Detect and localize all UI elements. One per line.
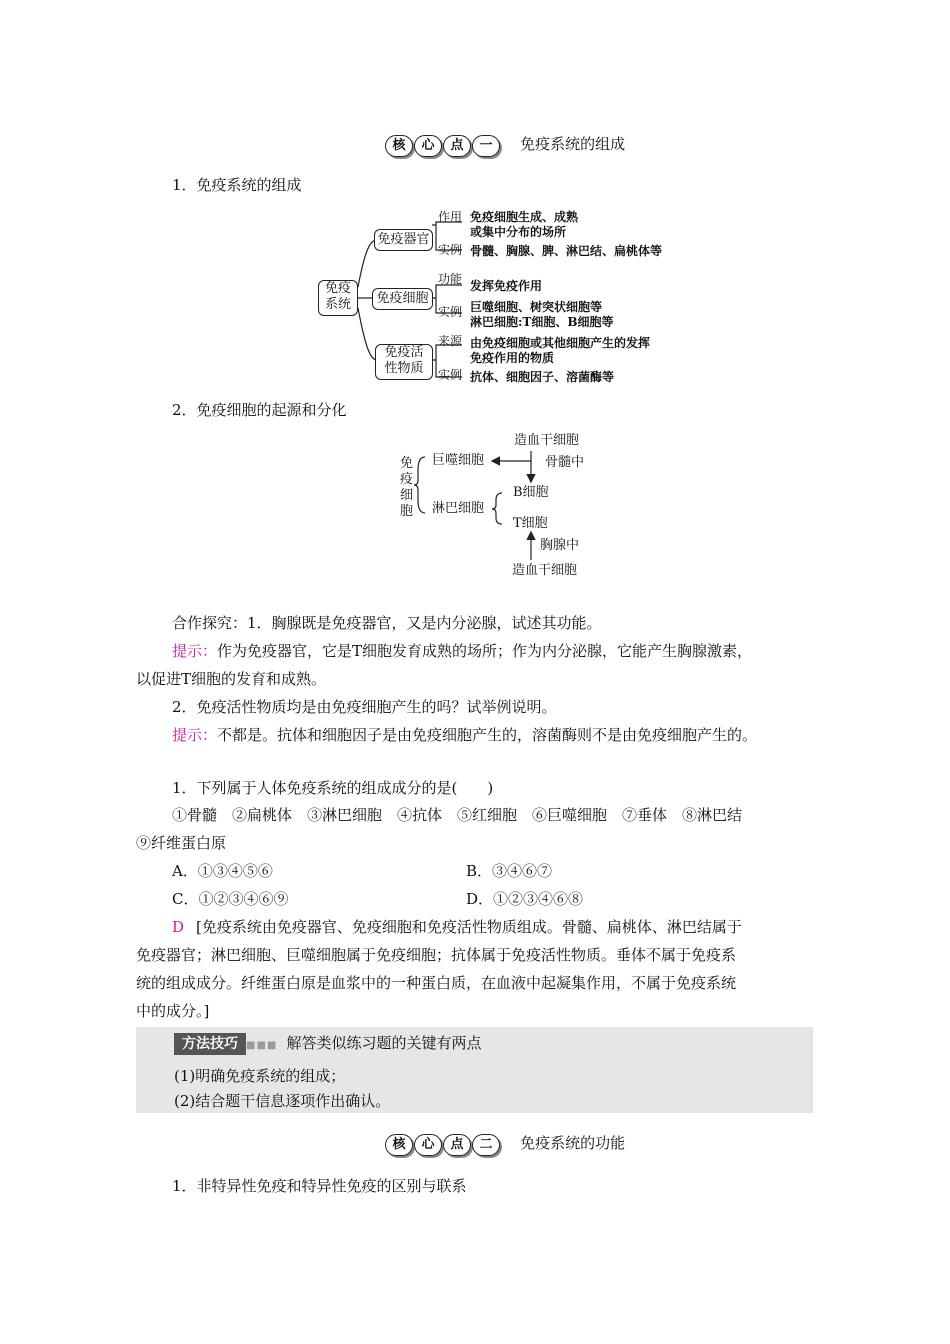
diagram1-text: 骨髓、胸腺、脾、淋巴结、扁桃体等 — [470, 244, 663, 258]
diagram1-tag: 来源 — [438, 334, 463, 348]
diagram2-macrophage: 巨噬细胞 — [432, 453, 485, 468]
diagram2-left-label-3: 细 — [400, 488, 414, 503]
answer-text: 不都是。抗体和细胞因子是由免疫细胞产生的，溶菌酶则不是由免疫细胞产生的。 — [217, 726, 758, 744]
diagram1-tag: 实例 — [438, 368, 463, 382]
section1-badge-2: 心 — [414, 135, 442, 157]
hint-label: 提示： — [172, 726, 218, 744]
section1-badge-4: 一 — [472, 135, 500, 157]
diagram1-branch-organ: 免疫器官 — [374, 229, 433, 251]
diagram1-text: 发挥免疫作用 — [470, 279, 543, 293]
method-point2: (2)结合题干信息逐项作出确认。 — [174, 1092, 391, 1110]
answer-letter: D — [172, 918, 185, 936]
exercise-explain-line3: 统的组成成分。纤维蛋白原是血浆中的一种蛋白质，在血液中起凝集作用，不属于免疫系统 — [136, 974, 737, 992]
diagram1-text: 抗体、细胞因子、溶菌酶等 — [470, 370, 615, 384]
exercise-option-d: D．①②③④⑥⑧ — [466, 890, 584, 908]
diagram1-root: 免疫 系统 — [318, 280, 358, 316]
diagram1-text: 免疫细胞生成、成熟 — [470, 210, 579, 224]
explore-q2: 2．免疫活性物质均是由免疫细胞产生的吗？试举例说明。 — [172, 698, 557, 716]
diagram2-stem-top: 造血干细胞 — [514, 433, 580, 448]
section1-badge-3: 点 — [443, 135, 471, 157]
item3-title: 1．非特异性免疫和特异性免疫的区别与联系 — [172, 1177, 467, 1195]
explore-q1: 合作探究：1．胸腺既是免疫器官，又是内分泌腺，试述其功能。 — [172, 614, 602, 632]
method-title: 解答类似练习题的关键有两点 — [286, 1034, 482, 1052]
item2-title: 2．免疫细胞的起源和分化 — [172, 401, 347, 419]
method-tips-box — [136, 1027, 813, 1113]
method-dots-icon: ■■■ — [246, 1040, 278, 1051]
diagram2-stem-bottom: 造血干细胞 — [512, 563, 578, 578]
diagram2-left-label-1: 免 — [400, 456, 414, 471]
explore-a1-line1 — [172, 641, 752, 661]
item1-title: 1．免疫系统的组成 — [172, 176, 302, 194]
diagram1-text: 淋巴细胞:T细胞、B细胞等 — [470, 315, 614, 329]
method-header — [174, 1033, 481, 1055]
diagram1-text: 免疫作用的物质 — [470, 351, 555, 365]
answer-text: 作为免疫器官，它是T细胞发育成熟的场所；作为内分泌腺，它能产生胸腺激素， — [217, 642, 753, 660]
diagram2-b-cell: B细胞 — [513, 485, 549, 500]
diagram2-left-label-2: 疫 — [400, 472, 414, 487]
exercise-explain-line1 — [172, 917, 742, 937]
exercise-question: 1．下列属于人体免疫系统的组成成分的是( ) — [172, 779, 494, 797]
section1-badge-1: 核 — [385, 135, 413, 157]
exercise-items-line1: ①骨髓 ②扁桃体 ③淋巴细胞 ④抗体 ⑤红细胞 ⑥巨噬细胞 ⑦垂体 ⑧淋巴结 — [172, 806, 743, 824]
diagram1-text: 或集中分布的场所 — [470, 225, 567, 239]
section2-header — [385, 1133, 625, 1156]
exercise-items-line2: ⑨纤维蛋白原 — [136, 834, 227, 852]
explain-text: [免疫系统由免疫器官、免疫细胞和免疫活性物质组成。骨髓、扁桃体、淋巴结属于 — [196, 918, 742, 936]
diagram1-text: 由免疫细胞或其他细胞产生的发挥 — [470, 336, 651, 350]
diagram2-lymphocyte: 淋巴细胞 — [432, 501, 485, 516]
section1-title: 免疫系统的组成 — [520, 135, 626, 153]
diagram1-branch-substance: 免疫活 性物质 — [375, 344, 433, 380]
method-point1: (1)明确免疫系统的组成； — [174, 1067, 346, 1085]
section2-title: 免疫系统的功能 — [520, 1134, 626, 1152]
exercise-option-b: B．③④⑥⑦ — [466, 862, 553, 880]
diagram2-left-label-4: 胞 — [400, 504, 414, 519]
section2-badge-3: 点 — [443, 1134, 471, 1156]
diagram2-t-cell: T细胞 — [513, 516, 548, 531]
diagram2-thymus: 胸腺中 — [540, 538, 580, 553]
diagram1-tag: 实例 — [438, 243, 463, 257]
method-tag: 方法技巧 — [174, 1033, 246, 1055]
exercise-explain-line2: 免疫器官；淋巴细胞、巨噬细胞属于免疫细胞；抗体属于免疫活性物质。垂体不属于免疫系 — [136, 946, 737, 964]
explore-a1-line2: 以促进T细胞的发育和成熟。 — [136, 670, 327, 688]
diagram1-text: 巨噬细胞、树突状细胞等 — [470, 300, 603, 314]
diagram1-tag: 实例 — [438, 305, 463, 319]
explore-a2 — [172, 725, 757, 745]
diagram2-bone-marrow: 骨髓中 — [545, 455, 585, 470]
diagram1-branch-cell: 免疫细胞 — [372, 288, 433, 310]
exercise-option-a: A．①③④⑤⑥ — [172, 862, 273, 880]
diagram1-tag: 功能 — [438, 272, 463, 286]
exercise-option-c: C．①②③④⑥⑨ — [172, 890, 289, 908]
hint-label: 提示： — [172, 642, 218, 660]
section2-badge-1: 核 — [385, 1134, 413, 1156]
exercise-explain-line4: 中的成分。] — [136, 1002, 210, 1020]
section2-badge-2: 心 — [414, 1134, 442, 1156]
section2-badge-4: 二 — [472, 1134, 500, 1156]
diagram1-tag: 作用 — [438, 210, 463, 224]
